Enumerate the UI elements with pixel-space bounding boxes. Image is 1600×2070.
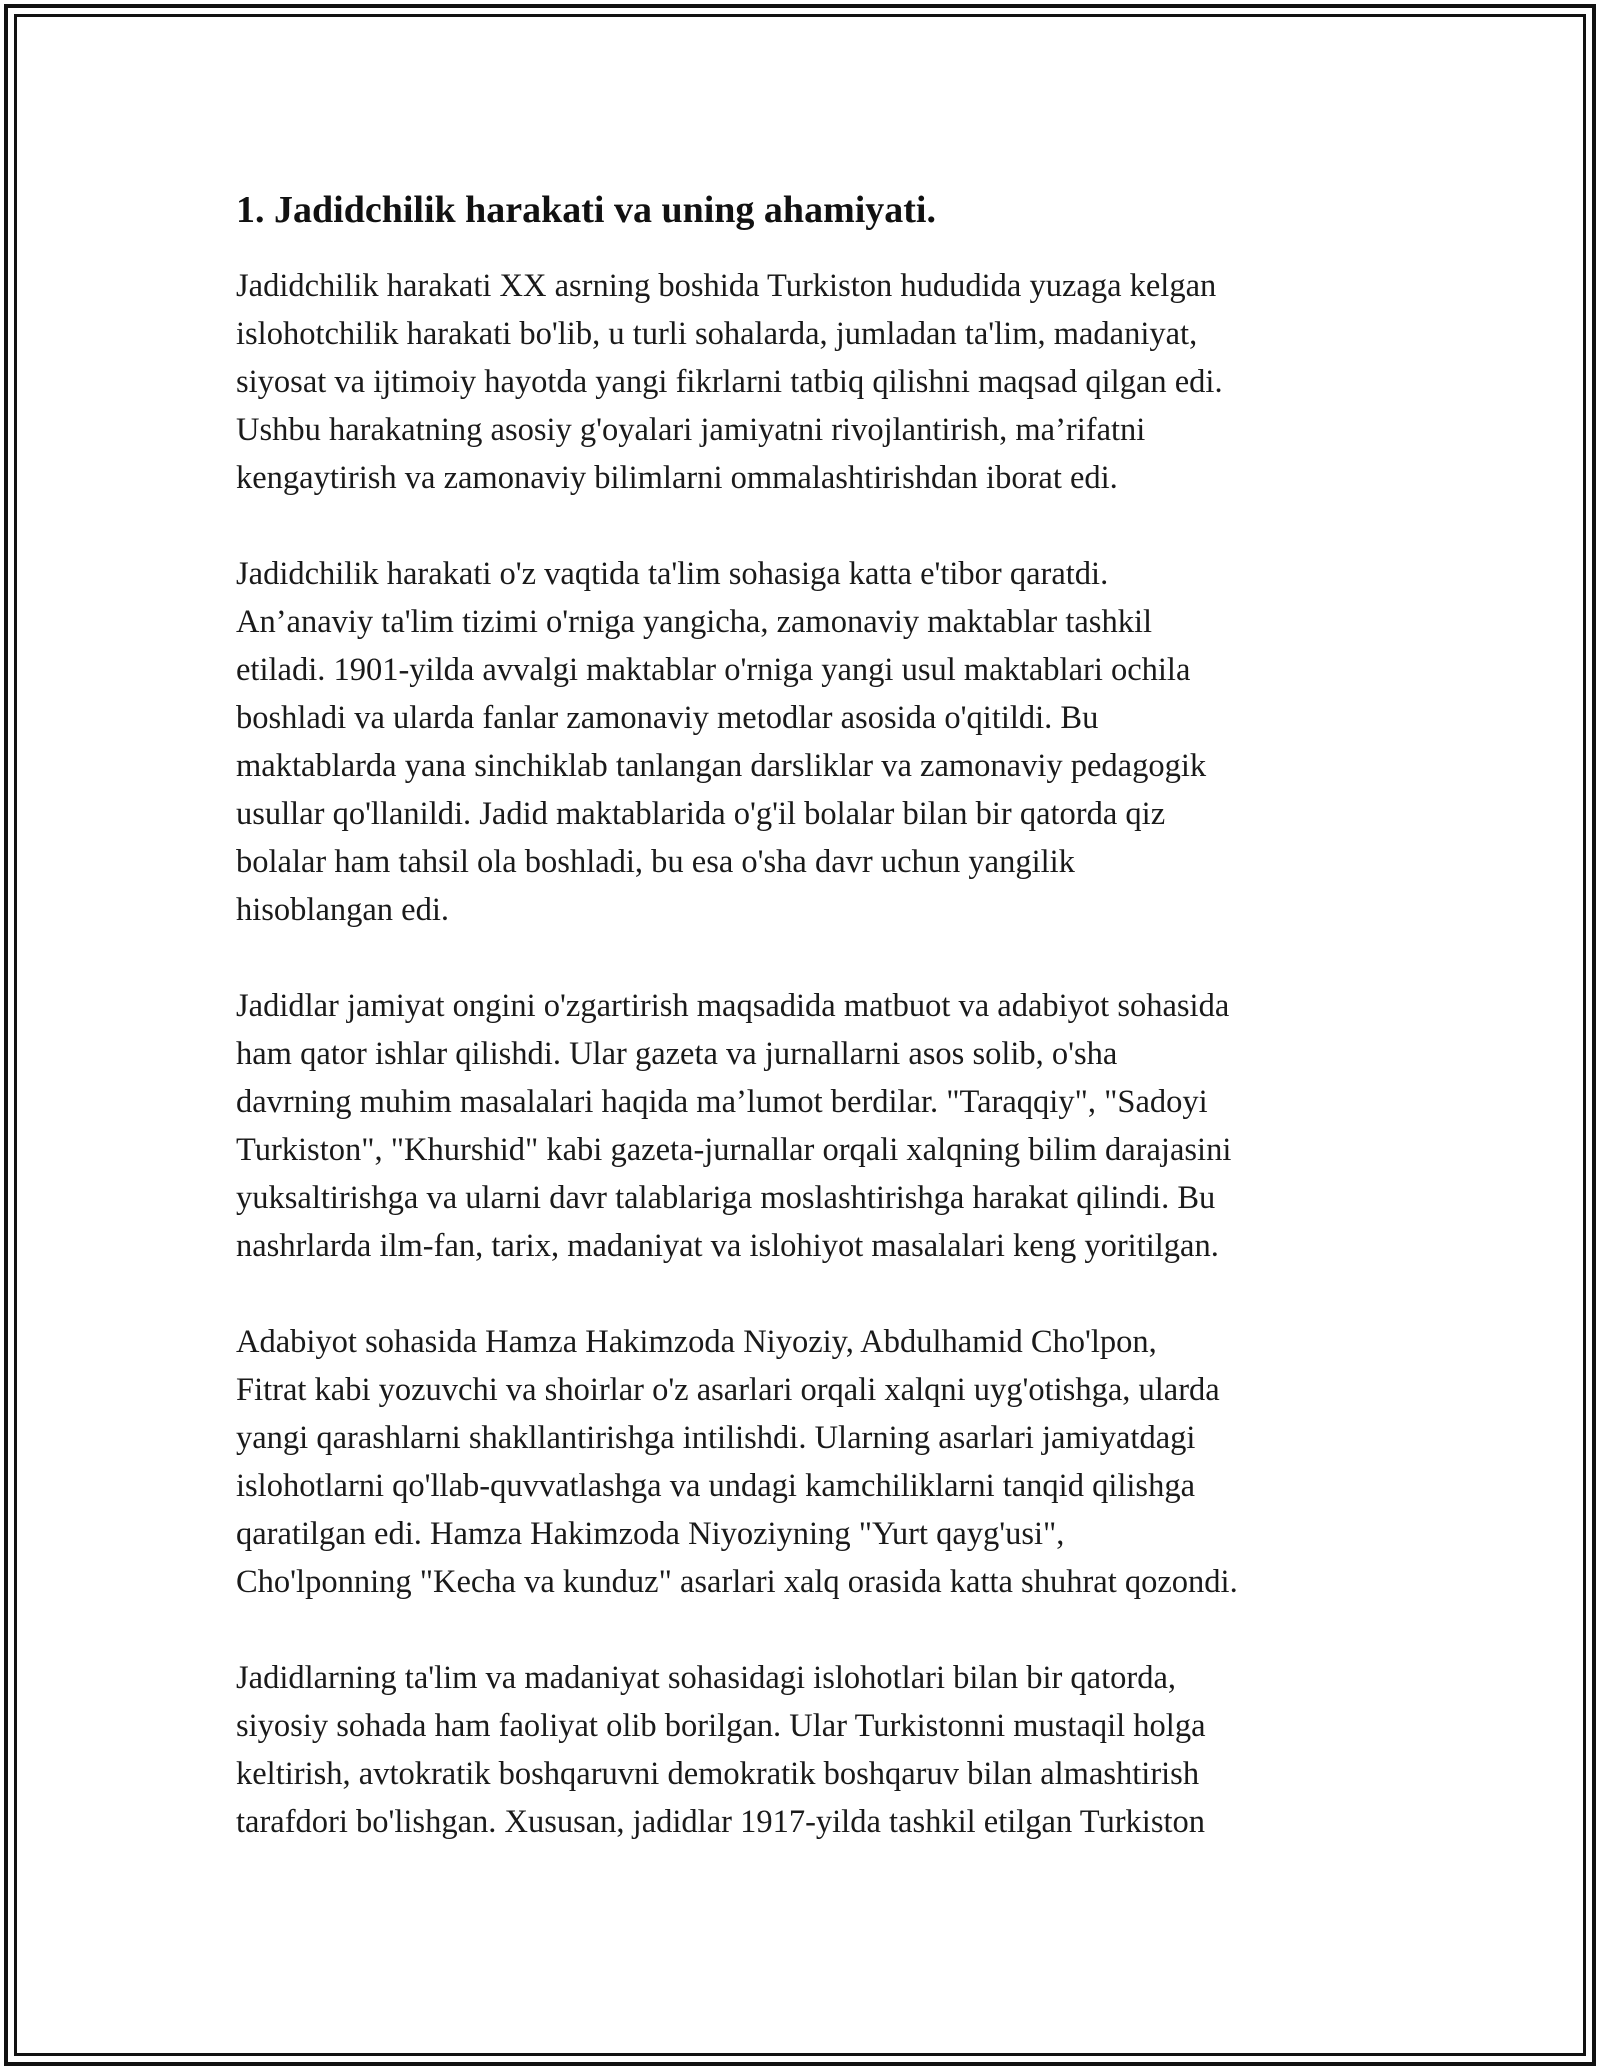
paragraph-line: Jadidchilik harakati o'z vaqtida ta'lim sohasiga katta e'tibor qaratdi. (236, 556, 1109, 592)
paragraph-line: ham qator ishlar qilishdi. Ular gazeta va jurnallarni asos solib, o'sha (236, 1036, 1118, 1072)
paragraph-line: maktablarda yana sinchiklab tanlangan darsliklar va zamonaviy pedagogik (236, 748, 1207, 784)
paragraph-line: yuksaltirishga va ularni davr talablariga moslashtirishga harakat qilindi. Bu (236, 1180, 1216, 1216)
paragraph-line: keltirish, avtokratik boshqaruvni demokratik boshqaruv bilan almashtirish (236, 1756, 1200, 1792)
paragraph-line: Adabiyot sohasida Hamza Hakimzoda Niyoziy, Abdulhamid Cho'lpon, (236, 1324, 1157, 1360)
paragraph-line: siyosiy sohada ham faoliyat olib borilgan. Ular Turkistonni mustaqil holga (236, 1708, 1206, 1744)
paragraph-line: yangi qarashlarni shakllantirishga intilishdi. Ularning asarlari jamiyatdagi (236, 1420, 1196, 1456)
paragraph-line: islohotlarni qo'llab-quvvatlashga va undagi kamchiliklarni tanqid qilishga (236, 1468, 1195, 1504)
paragraph-line: islohotchilik harakati bo'lib, u turli sohalarda, jumladan ta'lim, madaniyat, (236, 316, 1198, 352)
paragraph-line: Cho'lponning "Kecha va kunduz" asarlari xalq orasida katta shuhrat qozondi. (236, 1564, 1238, 1600)
paragraph-line: Turkiston", "Khurshid" kabi gazeta-jurnallar orqali xalqning bilim darajasini (236, 1132, 1232, 1168)
paragraph-line: Jadidlar jamiyat ongini o'zgartirish maqsadida matbuot va adabiyot sohasida (236, 988, 1230, 1024)
paragraph-5 (236, 1654, 1386, 1846)
section-heading: 1. Jadidchilik harakati va uning ahamiyati. (236, 189, 936, 231)
paragraph-1 (236, 262, 1386, 502)
paragraph-line: davrning muhim masalalari haqida ma’lumot berdilar. "Taraqqiy", "Sadoyi (236, 1084, 1208, 1120)
paragraph-line: Fitrat kabi yozuvchi va shoirlar o'z asarlari orqali xalqni uyg'otishga, ularda (236, 1372, 1220, 1408)
paragraph-line: kengaytirish va zamonaviy bilimlarni ommalashtirishdan iborat edi. (236, 460, 1118, 496)
paragraph-4 (236, 1318, 1386, 1606)
paragraph-line: usullar qo'llanildi. Jadid maktablarida o'g'il bolalar bilan bir qatorda qiz (236, 796, 1166, 832)
paragraph-line: Jadidchilik harakati XX asrning boshida Turkiston hududida yuzaga kelgan (236, 268, 1217, 304)
paragraph-line: An’anaviy ta'lim tizimi o'rniga yangicha, zamonaviy maktablar tashkil (236, 604, 1153, 640)
paragraph-2 (236, 550, 1386, 934)
paragraph-line: qaratilgan edi. Hamza Hakimzoda Niyoziyning "Yurt qayg'usi", (236, 1516, 1065, 1552)
document-page (236, 186, 1386, 1894)
paragraph-line: boshladi va ularda fanlar zamonaviy metodlar asosida o'qitildi. Bu (236, 700, 1099, 736)
paragraph-line: hisoblangan edi. (236, 892, 450, 928)
paragraph-line: nashrlarda ilm-fan, tarix, madaniyat va islohiyot masalalari keng yoritilgan. (236, 1228, 1219, 1264)
paragraph-line: Jadidlarning ta'lim va madaniyat sohasidagi islohotlari bilan bir qatorda, (236, 1660, 1177, 1696)
paragraph-line: tarafdori bo'lishgan. Xususan, jadidlar 1917-yilda tashkil etilgan Turkiston (236, 1804, 1206, 1840)
paragraph-line: Ushbu harakatning asosiy g'oyalari jamiyatni rivojlantirish, ma’rifatni (236, 412, 1146, 448)
paragraph-line: bolalar ham tahsil ola boshladi, bu esa o'sha davr uchun yangilik (236, 844, 1075, 880)
paragraph-line: siyosat va ijtimoiy hayotda yangi fikrlarni tatbiq qilishni maqsad qilgan edi. (236, 364, 1223, 400)
paragraph-line: etiladi. 1901-yilda avvalgi maktablar o'rniga yangi usul maktablari ochila (236, 652, 1191, 688)
paragraph-3 (236, 982, 1386, 1270)
